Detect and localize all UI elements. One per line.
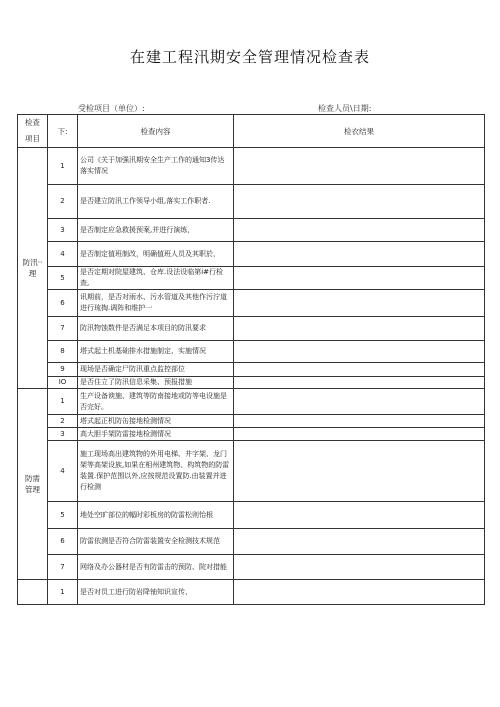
item-number: 6 [48, 529, 78, 555]
item-number: 9 [48, 363, 78, 377]
table-row [18, 502, 485, 529]
item-content: 是否对员工进行防岩降铀知识宣传、 [78, 580, 234, 605]
item-content: 公司《关于加强汛期安全生产工作的通知3传达落实情况 [78, 148, 234, 185]
header-content: 检查内容 [78, 115, 234, 148]
item-result-cell[interactable] [234, 428, 485, 441]
item-number: 5 [48, 502, 78, 529]
table-row [18, 242, 485, 267]
table-row [18, 529, 485, 555]
item-result-cell[interactable] [234, 555, 485, 580]
item-result-cell[interactable] [234, 148, 485, 185]
item-number: 4 [48, 441, 78, 502]
item-result-cell[interactable] [234, 267, 485, 290]
item-number: 1 [48, 580, 78, 605]
table-header-row [18, 115, 485, 148]
item-result-cell[interactable] [234, 441, 485, 502]
item-result-cell[interactable] [234, 219, 485, 242]
inspected-unit-label: 受检项目（单位）: [78, 104, 145, 113]
item-number: 1 [48, 389, 78, 415]
item-result-cell[interactable] [234, 377, 485, 389]
item-result-cell[interactable] [234, 185, 485, 219]
inspector-date-label: 检查人员\日期: [318, 104, 372, 113]
item-content: 高大胆手架防雷接地检测情况 [78, 428, 234, 441]
table-row [18, 580, 485, 605]
table-row [18, 341, 485, 363]
table-row [18, 389, 485, 415]
item-number: 5 [48, 267, 78, 290]
header-category-text: 检查 项目 [25, 118, 40, 143]
item-result-cell[interactable] [234, 363, 485, 377]
item-number: 7 [48, 555, 78, 580]
item-number: 6 [48, 290, 78, 317]
section-category [18, 580, 48, 605]
table-row [18, 219, 485, 242]
item-content: 是否定期对院屋建筑、仓库.设法设临第i#行检查, [78, 267, 234, 290]
item-result-cell[interactable] [234, 502, 485, 529]
item-number: 2 [48, 185, 78, 219]
item-number: 7 [48, 317, 78, 341]
item-result-cell[interactable] [234, 389, 485, 415]
page-title: 在建工程汛期安全管理情况检查表 [129, 48, 370, 66]
item-content: 地处空旷部位的幅时彩板房的防雷松则怡根 [78, 502, 234, 529]
item-result-cell[interactable] [234, 290, 485, 317]
item-content: 塔式起正机防缶接地检测情况 [78, 415, 234, 428]
table-row [18, 555, 485, 580]
item-content: 现场是否确定尸防汛重点监控部位 [78, 363, 234, 377]
item-number: 2 [48, 415, 78, 428]
item-number: 1 [48, 148, 78, 185]
table-row [18, 377, 485, 389]
item-content: 防雷依测是否符合防雷装置安全检测技术规范 [78, 529, 234, 555]
item-content: 施工现场高出建筑物的外用电梯、井字架、龙门架等高架设族,如果在相州建筑物、构筑物的防雷装置.保护范围以外,应按规范设置防.由装置并进行检测 [78, 441, 234, 502]
header-category [18, 115, 48, 148]
section-category: 防汛··理 [18, 148, 48, 389]
item-result-cell[interactable] [234, 415, 485, 428]
table-row [18, 317, 485, 341]
table-row [18, 185, 485, 219]
item-number: IO [48, 377, 78, 389]
header-number: 下: [48, 115, 78, 148]
item-content: 是否制定值班制改，明确值班人员及其职於， [78, 242, 234, 267]
item-result-cell[interactable] [234, 580, 485, 605]
item-content: 塔式起土机基础排水措施制定、实施情况 [78, 341, 234, 363]
item-result-cell[interactable] [234, 242, 485, 267]
item-result-cell[interactable] [234, 341, 485, 363]
item-content: 是否住立了防汛信息采集、预报措施 [78, 377, 234, 389]
item-number: 3 [48, 428, 78, 441]
item-content: 网络及办公器材是否有防雷击的预防、院对措能 [78, 555, 234, 580]
item-content: 生产设备谀施、建筑等防南接地或防等电设施是否完好。 [78, 389, 234, 415]
table-row [18, 148, 485, 185]
section-category: 防需 管理 [18, 389, 48, 580]
item-content: 防汛物蚀数件是否满足本项目的防汛要求 [78, 317, 234, 341]
item-result-cell[interactable] [234, 317, 485, 341]
item-content: 讯期前，是否对雨水、污水管道及其他作污泞道进行琉掏.调阵和维护一 [78, 290, 234, 317]
inspection-table [17, 114, 485, 605]
table-row [18, 428, 485, 441]
table-row [18, 290, 485, 317]
table-row [18, 267, 485, 290]
item-content: 是否制定应急救援预案,并进行演练， [78, 219, 234, 242]
item-result-cell[interactable] [234, 529, 485, 555]
table-row [18, 415, 485, 428]
table-row [18, 363, 485, 377]
header-result: 检衣结果 [234, 115, 485, 148]
table-row [18, 441, 485, 502]
item-number: 3 [48, 219, 78, 242]
table-body [18, 115, 485, 605]
item-number: 8 [48, 341, 78, 363]
item-content: 是否建立防汛工作领导小组,落实工作职者. [78, 185, 234, 219]
item-number: 4 [48, 242, 78, 267]
